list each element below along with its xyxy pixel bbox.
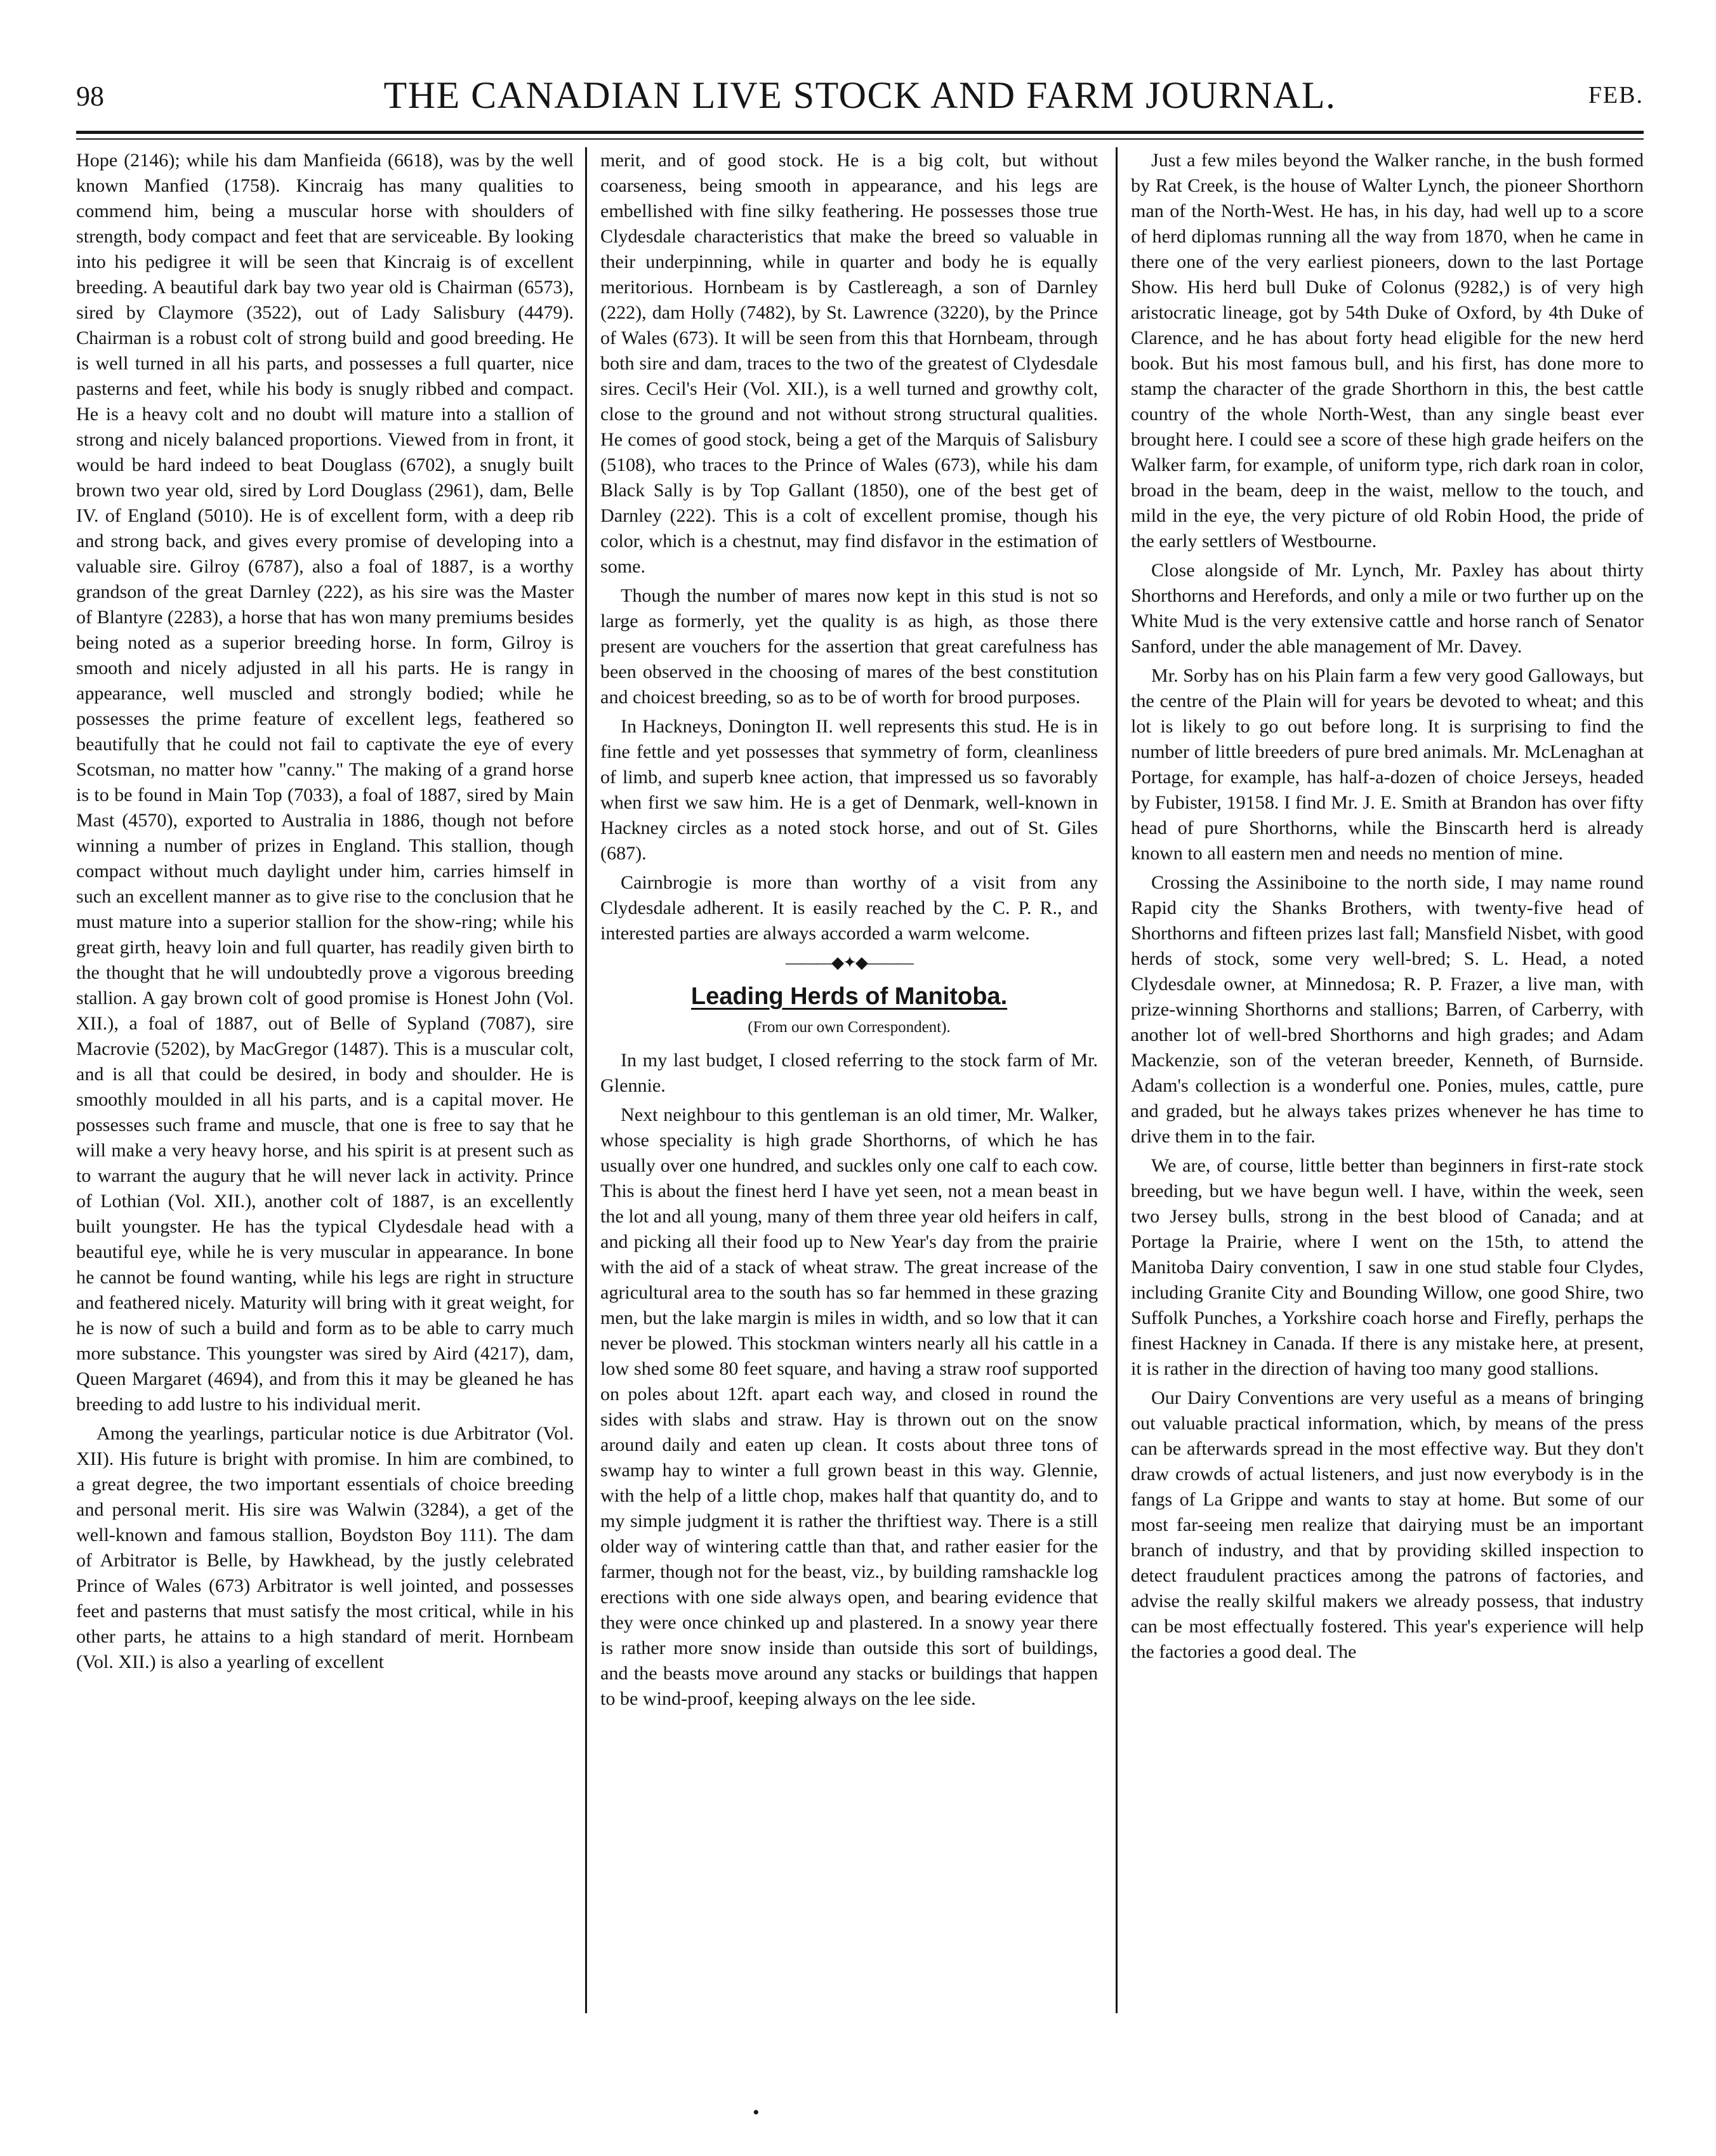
column-divider: [585, 147, 587, 2013]
paragraph: merit, and of good stock. He is a big colt, but without coarseness, being smooth in appearance, and his legs are embellished with fine silky feathering. He possesses those true Clydesdale characteristics that make the breed so valuable in their underpinning, while in quarter and body he is equally meritorious. Hornbeam is by Castlereagh, a son of Darnley (222), dam Holly (7482), by St. Lawrence (3220), by the Prince of Wales (673). It will be seen from this that Hornbeam, through both sire and dam, traces to the two of the greatest of Clydesdale sires. Cecil's Heir (Vol. XII.), is a well turned and growthy colt, close to the ground and not without strong structural qualities. He comes of good stock, being a get of the Marquis of Salisbury (5108), who traces to the Prince of Wales (673), while his dam Black Sally is by Top Gallant (1850), one of the best get of Darnley (222). This is a colt of excellent promise, though his color, which is a chestnut, may find disfavor in the estimation of some.: [600, 149, 1098, 577]
paragraph: We are, of course, little better than beginners in first-rate stock breeding, but we have begun well. I have, within the week, seen two Jersey bulls, strong in the best blood of Canada; and at Portage la Prairie, where I went on the 15th, to attend the Manitoba Dairy convention, I saw in one stud stable four Clydes, including Granite City and Bounding Willow, one good Shire, two Suffolk Punches, a Yorkshire coach horse and Firefly, perhaps the finest Hackney in Canada. If there is any mistake here, at present, it is rather in the direction of having too many good stallions.: [1131, 1154, 1644, 1379]
section-separator: ———◆✦◆———: [786, 953, 913, 972]
paragraph: Just a few miles beyond the Walker ranche, in the bush formed by Rat Creek, is the house of Walter Lynch, the pioneer Shorthorn man of the North-West. He has, in his day, had well up to a score of herd diplomas running all the way from 1870, when he came in there one of the very earliest pioneers, down to the last Portage Show. His herd bull Duke of Colonus (9282,) is of very high aristocratic lineage, got by 54th Duke of Oxford, by 4th Duke of Clarence, and he has about forty head eligible for the new herd book. But his most famous bull, and his first, has done more to stamp the character of the grade Shorthorn in this, the best cattle country of the whole North-West, than any single beast ever brought here. I could see a score of these high grade heifers on the Walker farm, for example, of uniform type, rich dark roan in color, broad in the beam, deep in the waist, mellow to the touch, and mild in the eye, the very picture of old Robin Hood, the pride of the early settlers of Westbourne.: [1131, 149, 1644, 552]
section-title: Leading Herds of Manitoba.: [690, 983, 1008, 1010]
column-divider: [1116, 147, 1118, 2013]
paragraph: Crossing the Assiniboine to the north side, I may name round Rapid city the Shanks Brothers, with twenty-five head of Shorthorns and fifteen prizes last fall; Mansfield Nisbet, with good herds of stock, some very well-bred; S. L. Head, a noted Clydesdale owner, at Minnedosa; R. P. Frazer, a live man, with prize-winning Shorthorns and stallions; Barren, of Carberry, with another lot of well-bred Shorthorns and high grades; and Adam Mackenzie, son of the veteran breeder, Kenneth, of Burnside. Adam's collection is a wonderful one. Ponies, mules, cattle, pure and graded, but he always takes prizes whenever he has time to drive them in to the fair.: [1131, 871, 1644, 1147]
paragraph: Among the yearlings, particular notice is due Arbitrator (Vol. XII). His future is bright with promise. In him are combined, to a great degree, the two important essentials of choice breeding and personal merit. His sire was Walwin (3284), a get of the well-known and famous stallion, Boydston Boy 111). The dam of Arbitrator is Belle, by Hawkhead, by the justly celebrated Prince of Wales (673) Arbitrator is well jointed, and possesses feet and pasterns that must satisfy the most critical, while in his other parts, he attains to a high standard of merit. Hornbeam (Vol. XII.) is also a yearling of excellent: [76, 1422, 574, 1672]
paragraph: In my last budget, I closed referring to the stock farm of Mr. Glennie.: [600, 1049, 1098, 1096]
paragraph: Close alongside of Mr. Lynch, Mr. Paxley has about thirty Shorthorns and Herefords, and only a mile or two further up on the White Mud is the very extensive cattle and horse ranch of Senator Sanford, under the able management of Mr. Davey.: [1131, 559, 1644, 657]
page-header: [76, 69, 1644, 126]
paragraph: In Hackneys, Donington II. well represents this stud. He is in fine fettle and yet possesses that symmetry of form, cleanliness of limb, and superb knee action, that impressed us so favorably when first we saw him. He is a get of Denmark, well-known in Hackney circles as a noted stock horse, and out of St. Giles (687).: [600, 715, 1098, 864]
footer-mark: •: [753, 2102, 760, 2123]
paragraph: Next neighbour to this gentleman is an old timer, Mr. Walker, whose speciality is high grade Shorthorns, of which he has usually over one hundred, and suckles only one calf to each cow. This is about the finest herd I have yet seen, not a mean beast in the lot and all young, many of them three year old heifers in calf, and picking all their food up to New Year's day from the prairie with the aid of a stack of wheat straw. The great increase of the agricultural area to the south has so far hemmed in these grazing men, but the lake margin is miles in width, and so low that it can never be plowed. This stockman winters nearly all his cattle in a low shed some 80 feet square, and having a straw roof supported on poles about 12ft. apart each way, and closed in round the sides with slabs and straw. Hay is thrown out on the snow around daily and eaten up clean. It costs about three tons of swamp hay to winter a full grown beast in this way. Glennie, with the help of a little chop, makes half that quantity do, and to my simple judgment it is rather the thriftiest way. There is a still older way of wintering cattle than that, and rather easier for the farmer, though not for the beast, viz., by building ramshackle log erections with one side always open, and bearing evidence that they were once chinked up and plastered. In a snowy year there is rather more snow inside than outside this sort of buildings, and the beasts move around any stacks or buildings that happen to be wind-proof, keeping always on the lee side.: [600, 1104, 1098, 1709]
journal-title: THE CANADIAN LIVE STOCK AND FARM JOURNAL.: [383, 74, 1336, 116]
paragraph: Hope (2146); while his dam Manfieida (6618), was by the well known Manfied (1758). Kincraig has many qualities to commend him, being a muscular horse with shoulders of strength, body compact and feet that are serviceable. By looking into his pedigree it will be seen that Kincraig is of excellent breeding. A beautiful dark bay two year old is Chairman (6573), sired by Claymore (3522), out of Lady Salisbury (4479). Chairman is a robust colt of strong build and good breeding. He is well turned in all his parts, and possesses a full quarter, nice pasterns and feet, while his body is snugly ribbed and compact. He is a heavy colt and no doubt will mature into a stallion of strong and nicely balanced proportions. Viewed from in front, it would be hard indeed to beat Douglass (6702), a snugly built brown two year old, sired by Lord Douglass (2961), dam, Belle IV. of England (5010). He is of excellent form, with a deep rib and strong back, and gives every promise of developing into a valuable sire. Gilroy (6787), also a foal of 1887, is a worthy grandson of the great Darnley (222), as his sire was the Master of Blantyre (2283), a horse that has won many premiums besides being noted as a superior breeding horse. In form, Gilroy is smooth and nicely adjusted in all his parts. He is rangy in appearance, well muscled and strongly bodied; while he possesses the prime feature of excellent legs, feathered so beautifully that he could not fail to captivate the eye of every Scotsman, no matter how "canny." The making of a grand horse is to be found in Main Top (7033), a foal of 1887, sired by Main Mast (4570), exported to Australia in 1886, though not before winning a number of prizes in England. This stallion, though compact without much daylight under him, carries himself in such an excellent manner as to give rise to the conclusion that he must mature into a superior stallion for the show-ring; while his great girth, heavy loin and full quarter, has readily given birth to the thought that he will undoubtedly prove a vigorous breeding stallion. A gay brown colt of good promise is Honest John (Vol. XII.), a foal of 1887, out of Belle of Sypland (7087), sire Macrovie (5202), by MacGregor (1487). This is a muscular colt, and is all that could be desired, in body and shoulder. He is smoothly moulded in all his parts, and is a capital mover. He possesses such frame and muscle, that one is free to say that he will make a very heavy horse, and his spirit is at present such as to warrant the augury that he will never lack in activity. Prince of Lothian (Vol. XII.), another colt of 1887, is an excellently built youngster. He has the typical Clydesdale head with a beautiful eye, while he is very muscular in appearance. In bone he cannot be found wanting, while his legs are right in structure and feathered nicely. Maturity will bring with it great weight, for he is now of such a build and form as to be able to carry much more substance. This youngster was sired by Aird (4217), dam, Queen Margaret (4694), and from this it may be gleaned he has breeding to add lustre to his individual merit.: [76, 149, 574, 1415]
paragraph: Though the number of mares now kept in this stud is not so large as formerly, yet the quality is as high, as those there present are vouchers for the assertion that great carefulness has been observed in the choosing of mares of the best constitution and choicest breeding, so as to be of worth for brood purposes.: [600, 585, 1098, 708]
header-rule-thick: [76, 131, 1644, 134]
page-number: 98: [76, 81, 104, 112]
paragraph: Our Dairy Conventions are very useful as a means of bringing out valuable practical information, which, by means of the press can be afterwards spread in the most effective way. But they don't draw crowds of actual listeners, and just now everybody is in the fangs of La Grippe and wants to stay at home. But some of our most far-seeing men realize that dairying must be an important branch of industry, and that by providing skilled inspection to detect fraudulent practices among the patrons of factories, and advise the really skilful makers we already possess, that industry can be most effectually fostered. This year's experience will help the factories a good deal. The: [1131, 1387, 1644, 1662]
section-byline: (From our own Correspondent).: [748, 1019, 951, 1036]
column-1: [76, 147, 574, 1674]
issue-month: FEB.: [1588, 82, 1644, 109]
column-2: [600, 147, 1098, 1711]
column-3: [1131, 147, 1644, 1664]
header-rule-thin: [76, 138, 1644, 140]
paragraph: Cairnbrogie is more than worthy of a visit from any Clydesdale adherent. It is easily reached by the C. P. R., and interested parties are always accorded a warm welcome.: [600, 871, 1098, 944]
paragraph: Mr. Sorby has on his Plain farm a few very good Galloways, but the centre of the Plain will for years be devoted to wheat; and this lot is likely to go out before long. It is surprising to find the number of little breeders of pure bred animals. Mr. McLenaghan at Portage, for example, has half-a-dozen of choice Jerseys, headed by Fubister, 19158. I find Mr. J. E. Smith at Brandon has over fifty head of pure Shorthorns, while the Binscarth herd is already known to all eastern men and needs no mention of mine.: [1131, 665, 1644, 864]
